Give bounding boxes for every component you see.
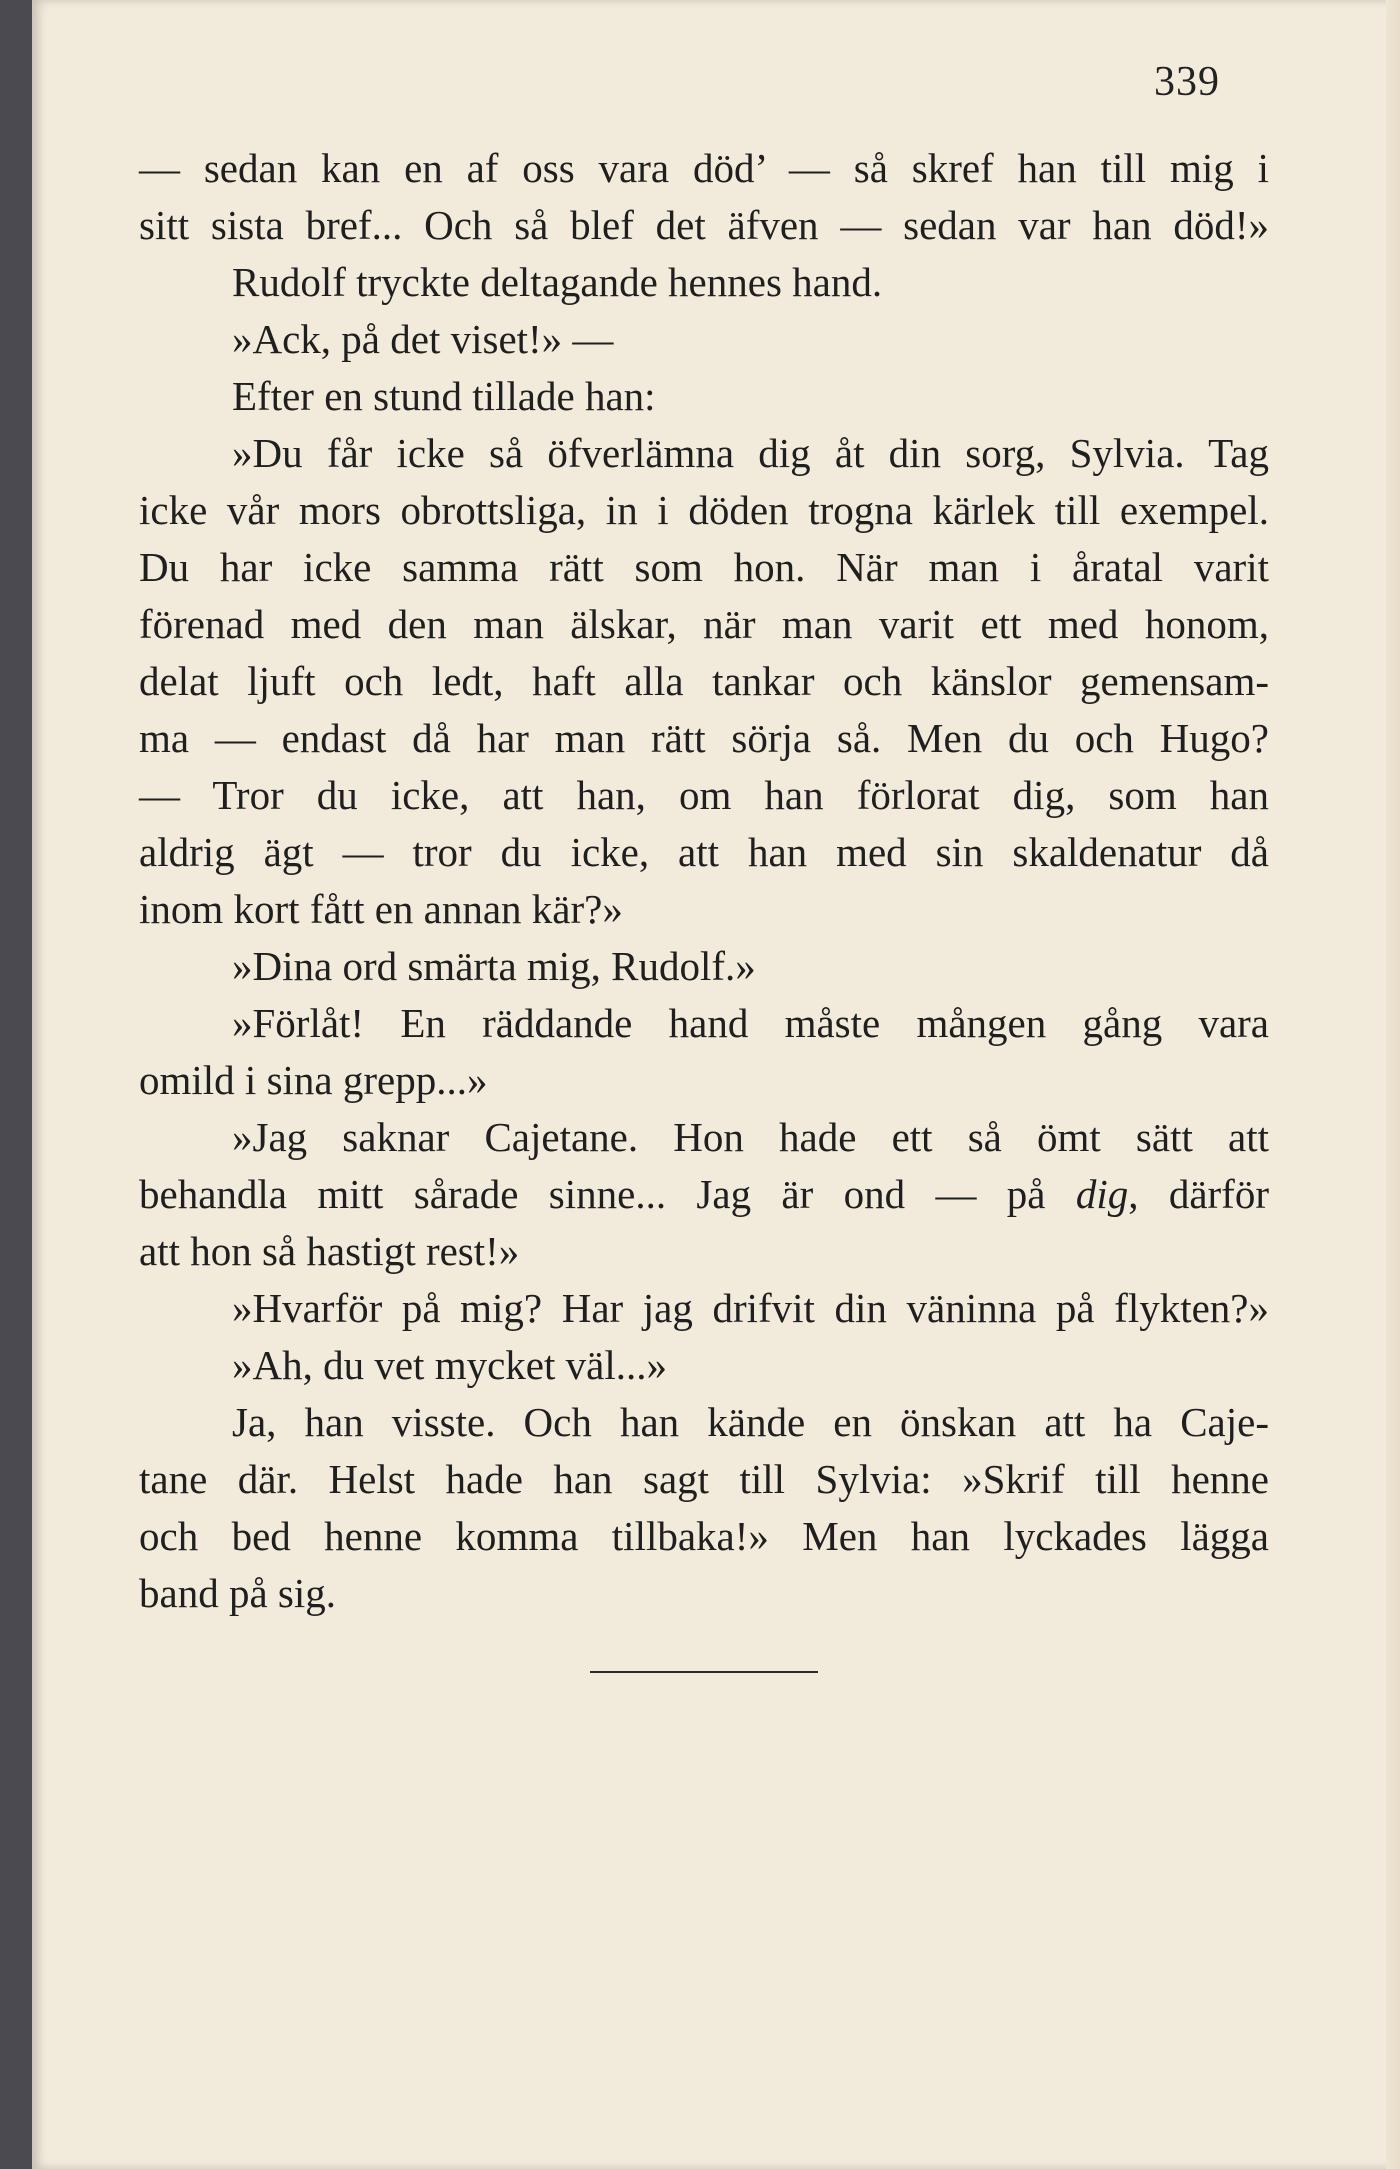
text-line: »Förlåt! En räddande hand måste mången gång vara: [232, 1000, 1269, 1046]
text-line: icke vår mors obrottsliga, in i döden trogna kärlek till exempel.: [139, 487, 1269, 533]
text-line: ma — endast då har man rätt sörja så. Men du och Hugo?: [139, 715, 1269, 761]
body-text: [139, 140, 1269, 1622]
page-number: 339: [1154, 59, 1220, 105]
book-page: [32, 0, 1400, 2169]
text-line: delat ljuft och ledt, haft alla tankar och känslor gemensam-: [139, 658, 1269, 704]
text-line: »Dina ord smärta mig, Rudolf.»: [232, 943, 756, 989]
text-line: förenad med den man älskar, när man varit ett med honom,: [139, 601, 1269, 647]
text-line: — sedan kan en af oss vara död’ — så skref han till mig i: [139, 145, 1269, 191]
page-edge: [1386, 0, 1400, 2169]
text-line: och bed henne komma tillbaka!» Men han lyckades lägga: [139, 1513, 1269, 1559]
text-line: »Ack, på det viset!» —: [232, 316, 614, 362]
text-line: inom kort fått en annan kär?»: [139, 886, 623, 932]
section-divider: [590, 1671, 818, 1673]
text-line: sitt sista bref... Och så blef det äfven — sedan var han död!»: [139, 202, 1269, 248]
text-line: Du har icke samma rätt som hon. När man i åratal varit: [139, 544, 1269, 590]
text-line: omild i sina grepp...»: [139, 1057, 488, 1103]
text-line: Rudolf tryckte deltagande hennes hand.: [232, 259, 883, 305]
text-line: »Ah, du vet mycket väl...»: [232, 1342, 667, 1388]
text-line: band på sig.: [139, 1570, 336, 1616]
text-line: aldrig ägt — tror du icke, att han med sin skaldenatur då: [139, 829, 1269, 875]
text-line: — Tror du icke, att han, om han förlorat dig, som han: [139, 772, 1269, 818]
text-line: Efter en stund tillade han:: [232, 373, 656, 419]
text-line: »Du får icke så öfverlämna dig åt din sorg, Sylvia. Tag: [232, 430, 1269, 476]
text-line: tane där. Helst hade han sagt till Sylvia: »Skrif till henne: [139, 1456, 1269, 1502]
text-line: behandla mitt sårade sinne... Jag är ond — på dig, därför: [139, 1171, 1269, 1217]
text-line: »Hvarför på mig? Har jag drifvit din väninna på flykten?»: [232, 1285, 1269, 1331]
text-line: »Jag saknar Cajetane. Hon hade ett så ömt sätt att: [232, 1114, 1269, 1160]
text-line: att hon så hastigt rest!»: [139, 1228, 520, 1274]
text-line: Ja, han visste. Och han kände en önskan att ha Caje-: [232, 1399, 1269, 1445]
